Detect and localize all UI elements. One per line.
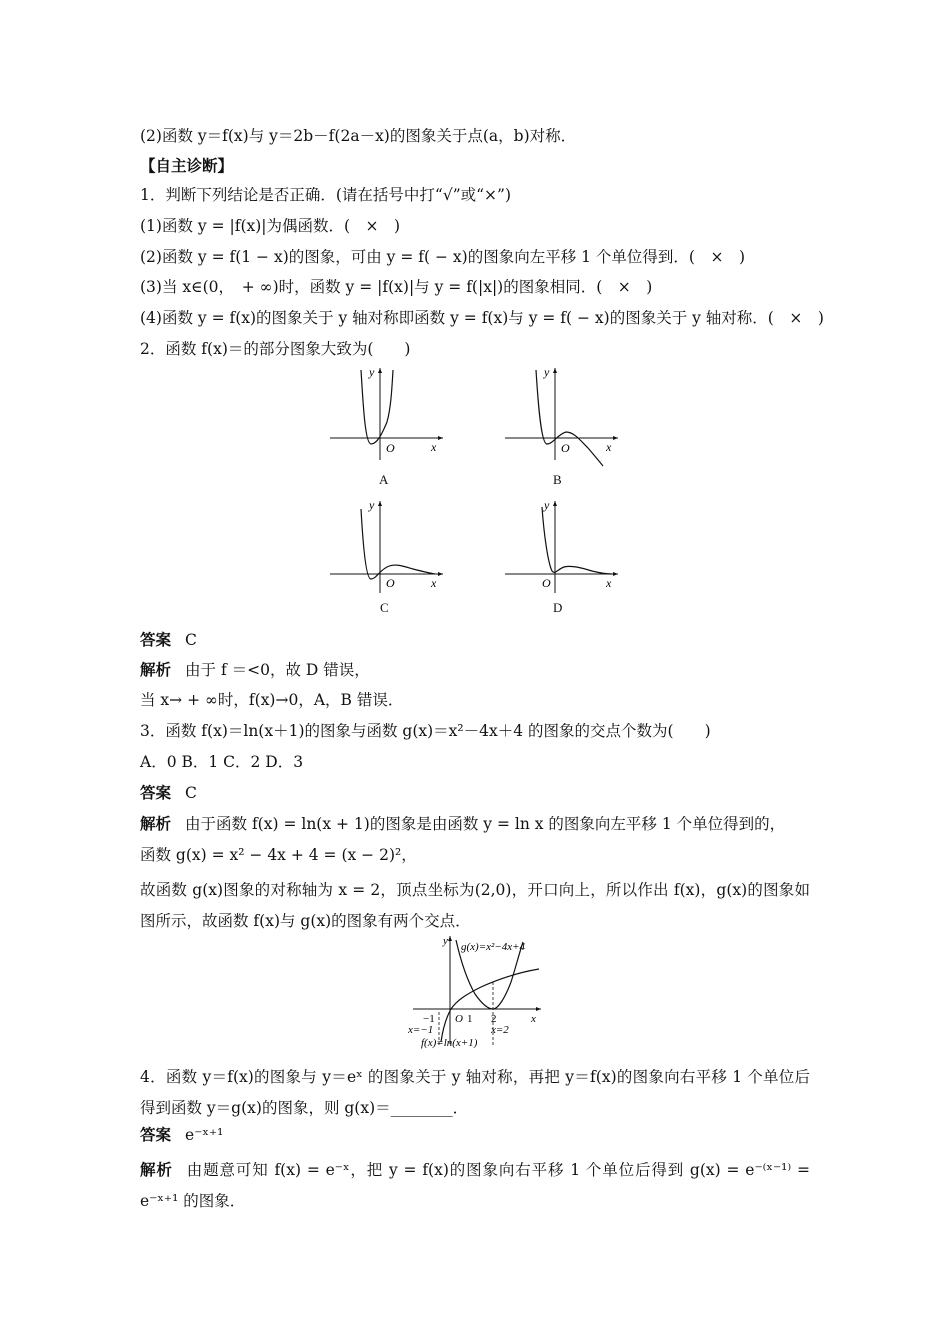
graph-a-x-label: x	[431, 440, 437, 454]
graph-a	[325, 362, 450, 462]
graph-c-origin: O	[386, 576, 395, 590]
q2-explanation-1	[140, 660, 370, 680]
q3-explanation-text: 由于函数 f(x) = ln(x + 1)的图象是由函数 y = ln x 的图象向左平移 1 个单位得到的，	[185, 815, 786, 833]
fig3-y-label: y	[443, 935, 448, 947]
question-1-item-2: (2)函数 y = f(1 − x)的图象，可由 y = f( − x)的图象向左平移 1 个单位得到．( × )	[140, 248, 745, 266]
fig3-g-label: g(x)=x²−4x+4	[461, 941, 526, 953]
fig3-line-x-2: x=2	[491, 1024, 509, 1036]
q3-explanation-3: 故函数 g(x)图象的对称轴为 x = 2，顶点坐标为(2,0)，开口向上，所以作出 f(x)，g(x)的图象如图所示，故函数 f(x)与 g(x)的图象有两个交点．	[140, 881, 810, 930]
question-1: 1．判断下列结论是否正确．(请在括号中打“√”或“×”)	[140, 186, 512, 204]
graph-d-y-label: y	[544, 498, 550, 512]
graph-b-y-label: y	[544, 365, 550, 379]
fig3-f-label: f(x)=ln(x+1)	[421, 1037, 478, 1049]
q2-explanation-2: 当 x→ + ∞时，f(x)→0，A，B 错误．	[140, 691, 404, 709]
q4-answer-label: 答案	[140, 1126, 172, 1144]
fig3-tick-neg1: −1	[423, 1013, 435, 1025]
fig3-origin: O	[455, 1013, 463, 1025]
question-3: 3．函数 f(x)＝ln(x＋1)的图象与函数 g(x)＝x²－4x＋4 的图象的交点个数为( )	[140, 722, 711, 740]
fig3-tick-1: 1	[467, 1013, 473, 1025]
q3-explanation-label: 解析	[140, 815, 172, 833]
q2-answer-value: C	[185, 631, 197, 649]
q3-answer-value: C	[185, 784, 197, 802]
q4-explanation-text: 由题意可知 f(x) = e⁻ˣ，把 y = f(x)的图象向右平移 1 个单位后得到 g(x) = e⁻⁽ˣ⁻¹⁾ = e⁻ˣ⁺¹ 的图象．	[140, 1161, 810, 1210]
question-1-item-4: (4)函数 y = f(x)的图象关于 y 轴对称即函数 y = f(x)与 y = f( − x)的图象关于 y 轴对称．( × )	[140, 309, 824, 327]
q2-answer-label: 答案	[140, 631, 172, 649]
question-1-item-3: (3)当 x∈(0， + ∞)时，函数 y = |f(x)|与 y = f(|x|)的图象相同．( × )	[140, 278, 653, 296]
figure-3	[405, 932, 555, 1050]
graph-c	[325, 495, 450, 595]
fig3-line-x-neg1: x=−1	[408, 1024, 434, 1036]
q2-explanation-label: 解析	[140, 661, 172, 679]
caption-a: A	[379, 472, 389, 487]
line-property-2: (2)函数 y＝f(x)与 y＝2b－f(2a－x)的图象关于点(a，b)对称．	[140, 127, 577, 145]
q4-answer	[140, 1125, 223, 1145]
graph-c-x-label: x	[431, 576, 437, 590]
q2-explanation-text: 由于 f ＝<0，故 D 错误，	[185, 661, 370, 679]
caption-c: C	[380, 600, 389, 615]
q2-answer	[140, 630, 197, 650]
graph-d-x-label: x	[606, 576, 612, 590]
graph-a-origin: O	[386, 441, 395, 455]
section-heading: 【自主诊断】	[140, 157, 234, 175]
q4-explanation	[140, 1155, 810, 1217]
graph-c-y-label: y	[369, 498, 375, 512]
q3-answer-label: 答案	[140, 784, 172, 802]
question-1-item-1: (1)函数 y = |f(x)|为偶函数．( × )	[140, 217, 401, 235]
graph-b	[500, 362, 625, 472]
graph-a-y-label: y	[369, 365, 375, 379]
graph-b-origin: O	[561, 441, 570, 455]
caption-d: D	[553, 600, 563, 615]
graph-b-x-label: x	[606, 440, 612, 454]
question-2: 2．函数 f(x)＝的部分图象大致为( )	[140, 340, 411, 358]
q4-answer-value: e⁻ˣ⁺¹	[185, 1126, 224, 1144]
q3-answer	[140, 783, 197, 803]
question-3-options: A．0 B．1 C．2 D．3	[140, 753, 304, 771]
q4-explanation-label: 解析	[140, 1161, 173, 1179]
q3-explanation-1	[140, 814, 785, 834]
graph-d	[500, 495, 625, 595]
q3-explanation-2: 函数 g(x) = x² − 4x + 4 = (x − 2)²，	[140, 846, 417, 864]
caption-b: B	[553, 472, 562, 487]
question-4: 4．函数 y＝f(x)的图象与 y＝eˣ 的图象关于 y 轴对称，再把 y＝f(x)的图象向右平移 1 个单位后得到函数 y＝g(x)的图象，则 g(x)＝________．	[140, 1068, 810, 1117]
fig3-x-label: x	[531, 1013, 536, 1025]
graph-d-origin: O	[542, 576, 551, 590]
fig3-tick-2: 2	[491, 1013, 497, 1025]
